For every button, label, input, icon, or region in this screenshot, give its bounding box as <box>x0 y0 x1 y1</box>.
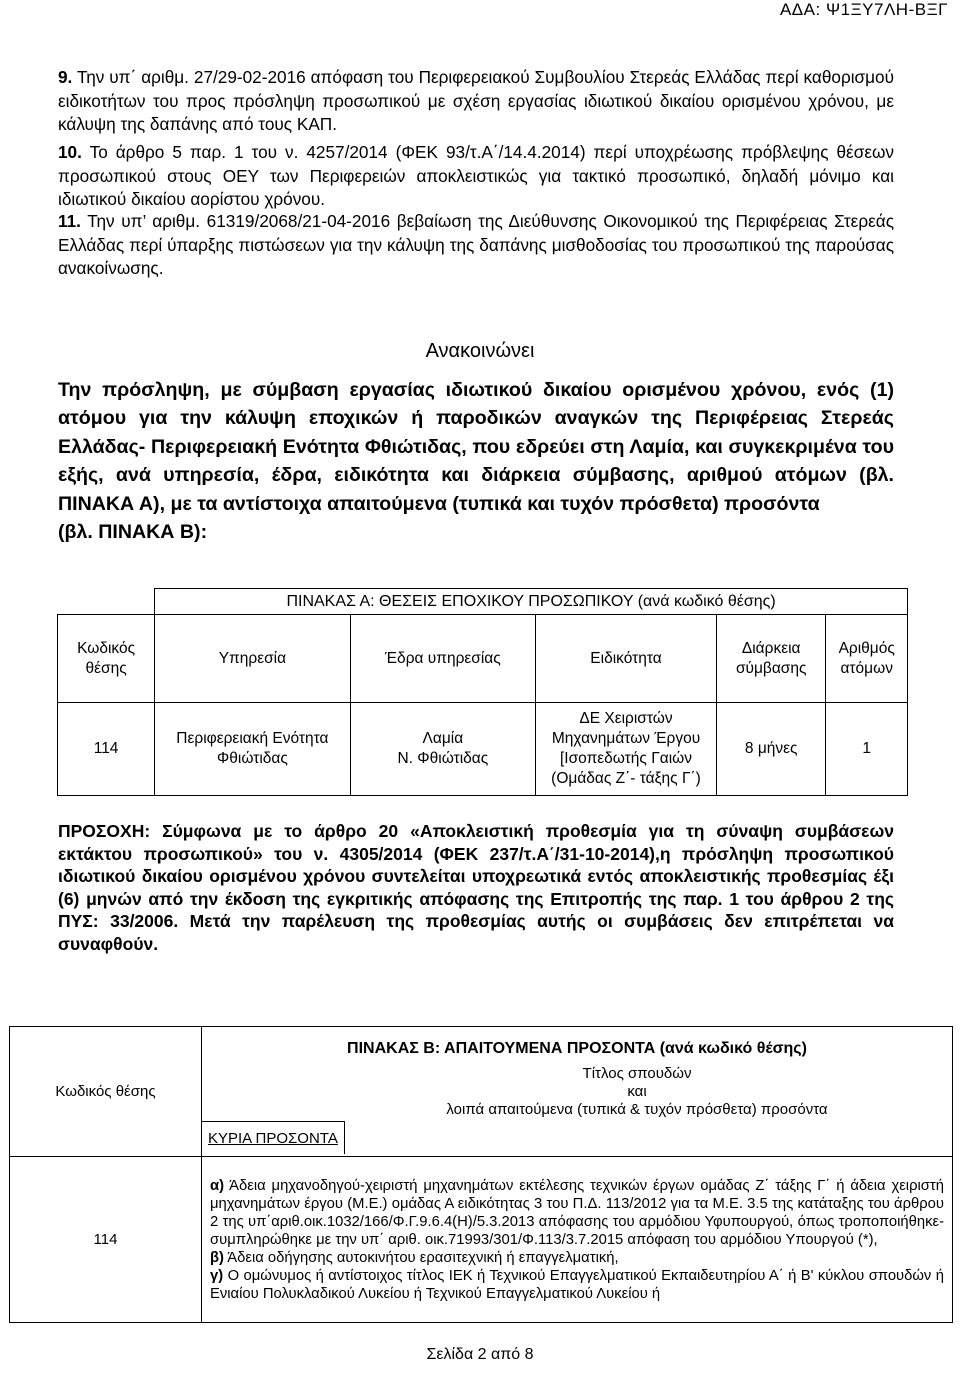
cell-specialty: ΔΕ Χειριστών Μηχανημάτων Έργου [Ισοπεδωτής Γαιών (Ομάδας Ζ΄- τάξης Γ΄) <box>536 703 717 796</box>
table-a-header-row <box>58 615 908 703</box>
item-text: Το άρθρο 5 παρ. 1 του ν. 4257/2014 (ΦΕΚ 93/τ.Α΄/14.4.2014) περί υποχρέωσης πρόβλεψης θέσεων προσωπικού στους ΟΕΥ των Περιφερειών αποκλειστικώς για τακτικό προσωπικό, δηλαδή μόνιμο και ιδιωτικού δικαίου αορίστου χρόνου. <box>58 142 894 209</box>
list-item-10 <box>58 141 894 212</box>
table-b <box>9 1026 953 1323</box>
table-row <box>10 1157 953 1323</box>
col-header-qualifications: Τίτλος σπουδών και λοιπά απαιτούμενα (τυπικά & τυχόν πρόσθετα) προσόντα <box>202 1065 953 1119</box>
col-header-seat: Έδρα υπηρεσίας <box>350 615 535 703</box>
qualifications-list <box>202 1157 953 1323</box>
col-header-service: Υπηρεσία <box>155 615 350 703</box>
cell-count: 1 <box>826 703 908 796</box>
announcement-title: Ανακοινώνει <box>425 340 535 362</box>
table-row <box>58 703 908 796</box>
announcement-text-end: (βλ. ΠΙΝΑΚΑ Β): <box>58 521 208 544</box>
col-header-code: Κωδικός θέσης <box>10 1027 202 1157</box>
list-item-11 <box>58 210 894 281</box>
main-qualifications-row <box>202 1119 953 1157</box>
table-b-caption: ΠΙΝΑΚΑΣ Β: ΑΠΑΙΤΟΥΜΕΝΑ ΠΡΟΣΟΝΤΑ (ανά κωδικό θέσης) <box>202 1027 953 1065</box>
item-number: 11. <box>58 211 81 231</box>
page-number: Σελίδα 2 από 8 <box>426 1346 534 1363</box>
cell-duration: 8 μήνες <box>716 703 825 796</box>
qualification-b: β) Άδεια οδήγησης αυτοκινήτου ερασιτεχνική ή επαγγελματική, <box>210 1249 619 1266</box>
item-number: 9. <box>58 67 73 87</box>
item-text: Την υπ΄ αριθμ. 27/29-02-2016 απόφαση του Περιφερειακού Συμβουλίου Στερεάς Ελλάδας περί καθορισμού ειδικοτήτων του προς πρόσληψη προσωπικού με σχέση εργασίας ιδιωτικού δικαίου ορισμένου χρόνου, με κάλυψη της δαπάνης από τους ΚΑΠ. <box>58 67 895 134</box>
main-qualifications-label: ΚΥΡΙΑ ΠΡΟΣΟΝΤΑ <box>202 1121 345 1154</box>
announcement-text: Την πρόσληψη, με σύμβαση εργασίας ιδιωτικού δικαίου ορισμένου χρόνου, ενός (1) ατόμου για την κάλυψη εποχικών ή παροδικών αναγκών της Περιφέρειας Στερεάς Ελλάδας- Περιφερειακή Ενότητα Φθιώτιδας, που εδρεύει στη Λαμία, και συγκεκριμένα του εξής, ανά υπηρεσία, έδρα, ειδικότητα και διάρκεια σύμβασης, αριθμού ατόμων (βλ. ΠΙΝΑΚΑ Α), με τα αντίστοιχα απαιτούμενα (τυπικά και τυχόν πρόσθετα) προσόντα <box>58 379 894 515</box>
attention-notice: ΠΡΟΣΟΧΗ: Σύμφωνα με το άρθρο 20 «Αποκλειστική προθεσμία για τη σύναψη συμβάσεων εκτάκτου προσωπικού» του ν. 4305/2014 (ΦΕΚ 237/τ.Α΄/31-10-2014),η πρόσληψη προσωπικού ιδιωτικού δικαίου ορισμένου χρόνου συντελείται υποχρεωτικά εντός αποκλειστικής προθεσμίας έξι (6) μηνών από την έκδοση της εγκριτικής απόφασης της Επιτροπής της παρ. 1 του άρθρου 2 της ΠΥΣ: 33/2006. Μετά την παρέλευση της προθεσμίας αυτής οι συμβάσεις δεν επιτρέπεται να συναφθούν. <box>58 821 894 954</box>
qualification-a: α) Άδεια μηχανοδηγού-χειριστή μηχανημάτων εκτέλεσης τεχνικών έργων ομάδας Ζ΄ τάξης Γ΄ ή άδεια χειριστή μηχανημάτων έργου (Μ.Ε.) ομάδας Α ειδικότητας 3 του Π.Δ. 113/2012 για τα Μ.Ε. 3.5 της κατάταξης του άρθρου 2 της υπ΄αριθ.οικ.1032/166/Φ.Γ.9.6.4(Η)/5.3.2013 απόφασης του αρμόδιου Υφυπουργού, όπως τροποποιήθηκε-συμπληρώθηκε με την υπ΄ αριθ. οικ.71993/301/Φ.113/3.7.2015 απόφαση του αρμόδιου Υπουργού (*), <box>210 1177 945 1248</box>
cell-code: 114 <box>10 1157 202 1323</box>
cell-service: Περιφερειακή Ενότητα Φθιώτιδας <box>155 703 350 796</box>
col-header-duration: Διάρκεια σύμβασης <box>716 615 825 703</box>
col-header-specialty: Ειδικότητα <box>536 615 717 703</box>
table-a-caption: ΠΙΝΑΚΑΣ Α: ΘΕΣΕΙΣ ΕΠΟΧΙΚΟΥ ΠΡΟΣΩΠΙΚΟΥ (ανά κωδικό θέσης) <box>155 589 908 615</box>
list-item-9 <box>58 66 894 137</box>
announcement-body <box>58 376 894 546</box>
ada-code: ΑΔΑ: Ψ1ΞΥ7ΛΗ-ΒΞΓ <box>779 0 948 19</box>
item-number: 10. <box>58 142 82 162</box>
cell-seat: Λαμία Ν. Φθιώτιδας <box>350 703 535 796</box>
col-header-count: Αριθμός ατόμων <box>826 615 908 703</box>
table-a <box>57 588 908 796</box>
col-header-code: Κωδικός θέσης <box>58 615 155 703</box>
item-text: Την υπ’ αριθμ. 61319/2068/21-04-2016 βεβαίωση της Διεύθυνσης Οικονομικού της Περιφέρειας Στερεάς Ελλάδας περί ύπαρξης πιστώσεων για την κάλυψη της δαπάνης μισθοδοσίας του προσωπικού της παρούσας ανακοίνωσης. <box>58 211 895 278</box>
cell-code: 114 <box>58 703 155 796</box>
qualification-c: γ) Ο ομώνυμος ή αντίστοιχος τίτλος ΙΕΚ ή Τεχνικού Επαγγελματικού Εκπαιδευτηρίου Α΄ ή Β' κύκλου σπουδών ή Ενιαίου Πολυκλαδικού Λυκείου ή Τεχνικού Επαγγελματικού Λυκείου ή <box>210 1267 944 1302</box>
